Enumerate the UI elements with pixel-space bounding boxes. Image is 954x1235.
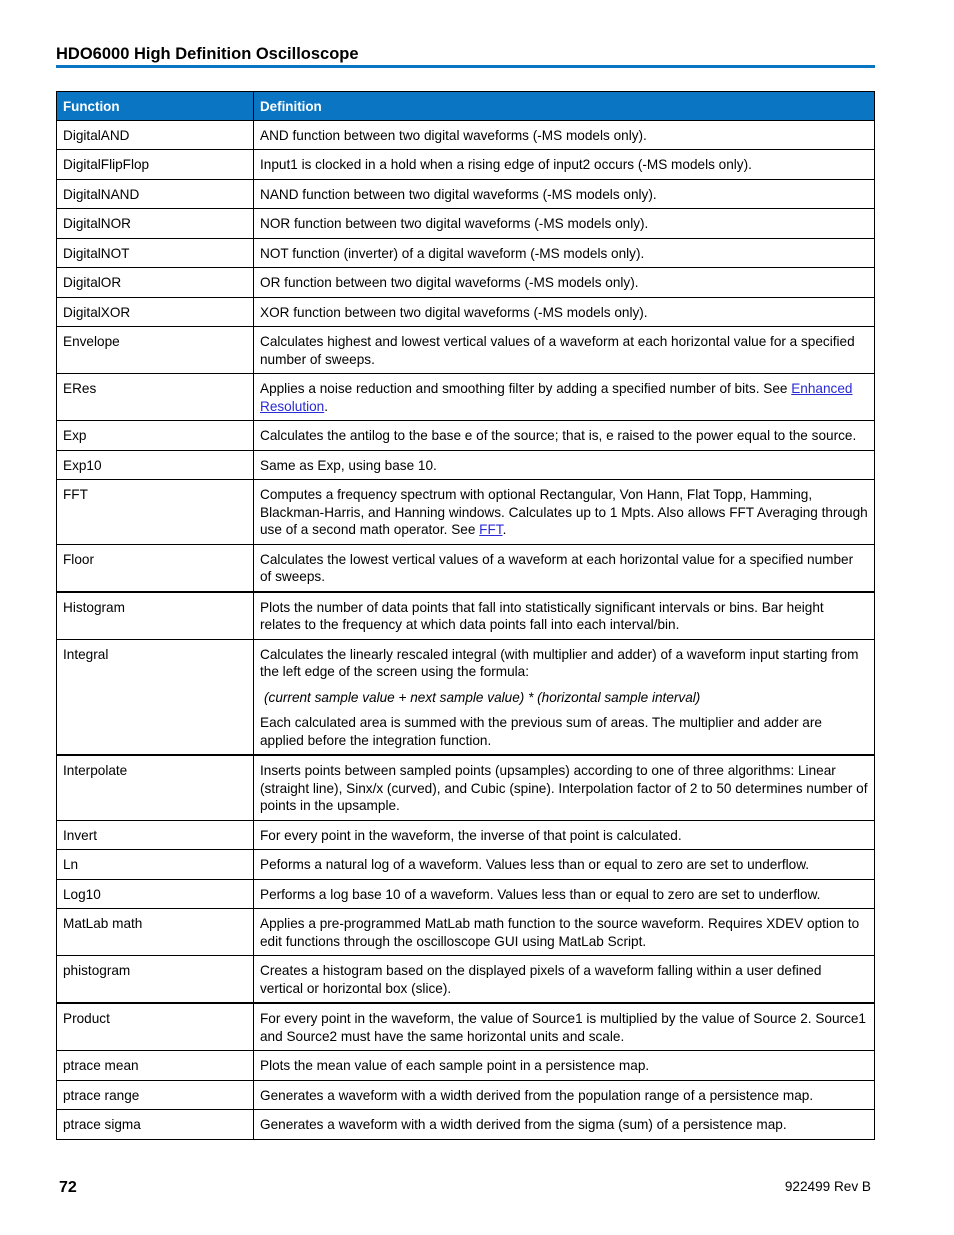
definition-cell (254, 639, 875, 755)
definition-text: Each calculated area is summed with the previous sum of areas. The multiplier and adder are applied before the integration function. (260, 715, 822, 748)
definition-text: Calculates the linearly rescaled integral (with multiplier and adder) of a waveform input starting from the left edge of the screen using the formula: (260, 646, 859, 679)
header-rule (56, 65, 875, 68)
table-header-row (57, 92, 875, 121)
definition-text: Generates a waveform with a width derived from the population range of a persistence map. (260, 1087, 814, 1103)
function-name-cell: Exp10 (57, 450, 254, 480)
function-name-cell: DigitalXOR (57, 297, 254, 327)
function-table (56, 91, 875, 1140)
definition-text (260, 486, 868, 539)
definition-cell (254, 544, 875, 592)
table-row (57, 1051, 875, 1081)
page-number: 72 (59, 1179, 77, 1196)
definition-cell (254, 850, 875, 880)
definition-text: Applies a pre-programmed MatLab math function to the source waveform. Requires XDEV option to edit functions through the oscilloscope GUI using MatLab Script. (260, 916, 860, 949)
table-row (57, 120, 875, 150)
definition-cell (254, 268, 875, 298)
definition-cell (254, 238, 875, 268)
definition-text: Calculates highest and lowest vertical values of a waveform at each horizontal value for a specified number of sweeps. (260, 334, 855, 367)
table-row (57, 639, 875, 755)
definition-text: NAND function between two digital waveforms (-MS models only). (260, 186, 657, 202)
table-row (57, 238, 875, 268)
function-name-cell: MatLab math (57, 909, 254, 956)
definition-text-before-link: Applies a noise reduction and smoothing filter by adding a specified number of bits. See (260, 381, 792, 396)
table-row (57, 1110, 875, 1140)
definition-text: Plots the mean value of each sample point in a persistence map. (260, 1058, 650, 1073)
function-name-cell: DigitalNOT (57, 238, 254, 268)
table-row (57, 956, 875, 1004)
function-name-cell: ptrace range (57, 1080, 254, 1110)
page-header-title: HDO6000 High Definition Oscilloscope (56, 45, 359, 63)
definition-cell (254, 755, 875, 820)
definition-cell (254, 1110, 875, 1140)
function-name-cell: Product (57, 1003, 254, 1051)
definition-text: Input1 is clocked in a hold when a rising edge of input2 occurs (-MS models only). (260, 157, 752, 172)
definition-text: For every point in the waveform, the inverse of that point is calculated. (260, 827, 682, 843)
definition-cell (254, 120, 875, 150)
definition-cell (254, 374, 875, 421)
cross-reference-link[interactable]: FFT (479, 522, 503, 537)
definition-text (260, 380, 868, 415)
table-row (57, 592, 875, 640)
definition-text: Performs a log base 10 of a waveform. Values less than or equal to zero are set to underflow. (260, 886, 821, 902)
definition-text: Creates a histogram based on the displayed pixels of a waveform falling within a user defined vertical or horizontal box (slice). (260, 963, 822, 996)
table-row (57, 421, 875, 451)
function-name-cell: ptrace mean (57, 1051, 254, 1081)
definition-text-before-link: Computes a frequency spectrum with optional Rectangular, Von Hann, Flat Topp, Hamming, Blackman-Harris, and Hanning windows. Calculates up to 1 Mpts. Also allows FFT Averaging through use of a second math operator. See (260, 487, 868, 537)
integral-formula: (current sample value + next sample value) * (horizontal sample interval) (264, 689, 701, 705)
table-row (57, 179, 875, 209)
document-id: 922499 Rev B (784, 1179, 871, 1194)
function-name-cell: ERes (57, 374, 254, 421)
function-name-cell: FFT (57, 480, 254, 545)
table-row (57, 820, 875, 850)
definition-text-after-link: . (502, 522, 507, 537)
definition-text: Same as Exp, using base 10. (260, 457, 437, 473)
cross-reference-link[interactable]: Enhanced Resolution (260, 381, 853, 414)
definition-cell (254, 956, 875, 1004)
table-body (57, 120, 875, 1139)
function-name-cell: DigitalOR (57, 268, 254, 298)
function-name-cell: Histogram (57, 592, 254, 640)
table-row (57, 544, 875, 592)
function-name-cell: phistogram (57, 956, 254, 1004)
definition-cell (254, 1080, 875, 1110)
column-header-definition: Definition (254, 92, 875, 121)
function-name-cell: Invert (57, 820, 254, 850)
definition-cell (254, 179, 875, 209)
definition-text: NOR function between two digital waveforms (-MS models only). (260, 216, 649, 231)
definition-text: XOR function between two digital waveforms (-MS models only). (260, 304, 648, 320)
definition-cell (254, 1003, 875, 1051)
definition-cell (254, 820, 875, 850)
table-row (57, 909, 875, 956)
function-name-cell: DigitalAND (57, 120, 254, 150)
table-row (57, 1080, 875, 1110)
definition-text: OR function between two digital waveforms (-MS models only). (260, 275, 639, 290)
definition-text: Calculates the lowest vertical values of a waveform at each horizontal value for a specified number of sweeps. (260, 551, 854, 584)
definition-text: Generates a waveform with a width derived from the sigma (sum) of a persistence map. (260, 1117, 787, 1132)
table-row (57, 268, 875, 298)
function-name-cell: Integral (57, 639, 254, 755)
definition-cell (254, 480, 875, 545)
table-row (57, 879, 875, 909)
definition-cell (254, 150, 875, 180)
function-name-cell: DigitalNOR (57, 209, 254, 239)
definition-cell (254, 421, 875, 451)
function-name-cell: Ln (57, 850, 254, 880)
table-row (57, 450, 875, 480)
definition-text: Inserts points between sampled points (upsamples) according to one of three algorithms: Linear (straight line), Sinx/x (curved), and Cubic (spine). Interpolation factor of 2 to 50 determines number of points in the upsample. (260, 763, 868, 813)
table-row (57, 150, 875, 180)
function-name-cell: DigitalNAND (57, 179, 254, 209)
table-row (57, 755, 875, 820)
function-name-cell: Envelope (57, 327, 254, 374)
definition-text: AND function between two digital waveforms (-MS models only). (260, 127, 647, 143)
function-name-cell: Exp (57, 421, 254, 451)
column-header-function: Function (57, 92, 254, 121)
definition-text: NOT function (inverter) of a digital waveform (-MS models only). (260, 245, 645, 261)
definition-cell (254, 879, 875, 909)
function-name-cell: ptrace sigma (57, 1110, 254, 1140)
table-row (57, 297, 875, 327)
function-name-cell: Interpolate (57, 755, 254, 820)
table-row (57, 1003, 875, 1051)
definition-text: For every point in the waveform, the value of Source1 is multiplied by the value of Source 2. Source1 and Source2 must have the same horizontal units and scale. (260, 1011, 866, 1044)
definition-cell (254, 1051, 875, 1081)
definition-cell (254, 450, 875, 480)
function-name-cell: Floor (57, 544, 254, 592)
definition-text: Plots the number of data points that fall into statistically significant intervals or bins. Bar height relates to the frequency at which data points fall into each interval/bin. (260, 599, 824, 632)
table-row (57, 480, 875, 545)
table-row (57, 850, 875, 880)
definition-cell (254, 327, 875, 374)
definition-cell (254, 297, 875, 327)
definition-cell (254, 209, 875, 239)
definition-cell (254, 592, 875, 640)
definition-text-after-link: . (324, 398, 329, 414)
table-row (57, 209, 875, 239)
definition-cell (254, 909, 875, 956)
table-row (57, 327, 875, 374)
definition-text: Calculates the antilog to the base e of the source; that is, e raised to the power equal to the source. (260, 428, 857, 443)
function-name-cell: DigitalFlipFlop (57, 150, 254, 180)
function-name-cell: Log10 (57, 879, 254, 909)
definition-text: Peforms a natural log of a waveform. Values less than or equal to zero are set to underflow. (260, 857, 810, 872)
table-row (57, 374, 875, 421)
